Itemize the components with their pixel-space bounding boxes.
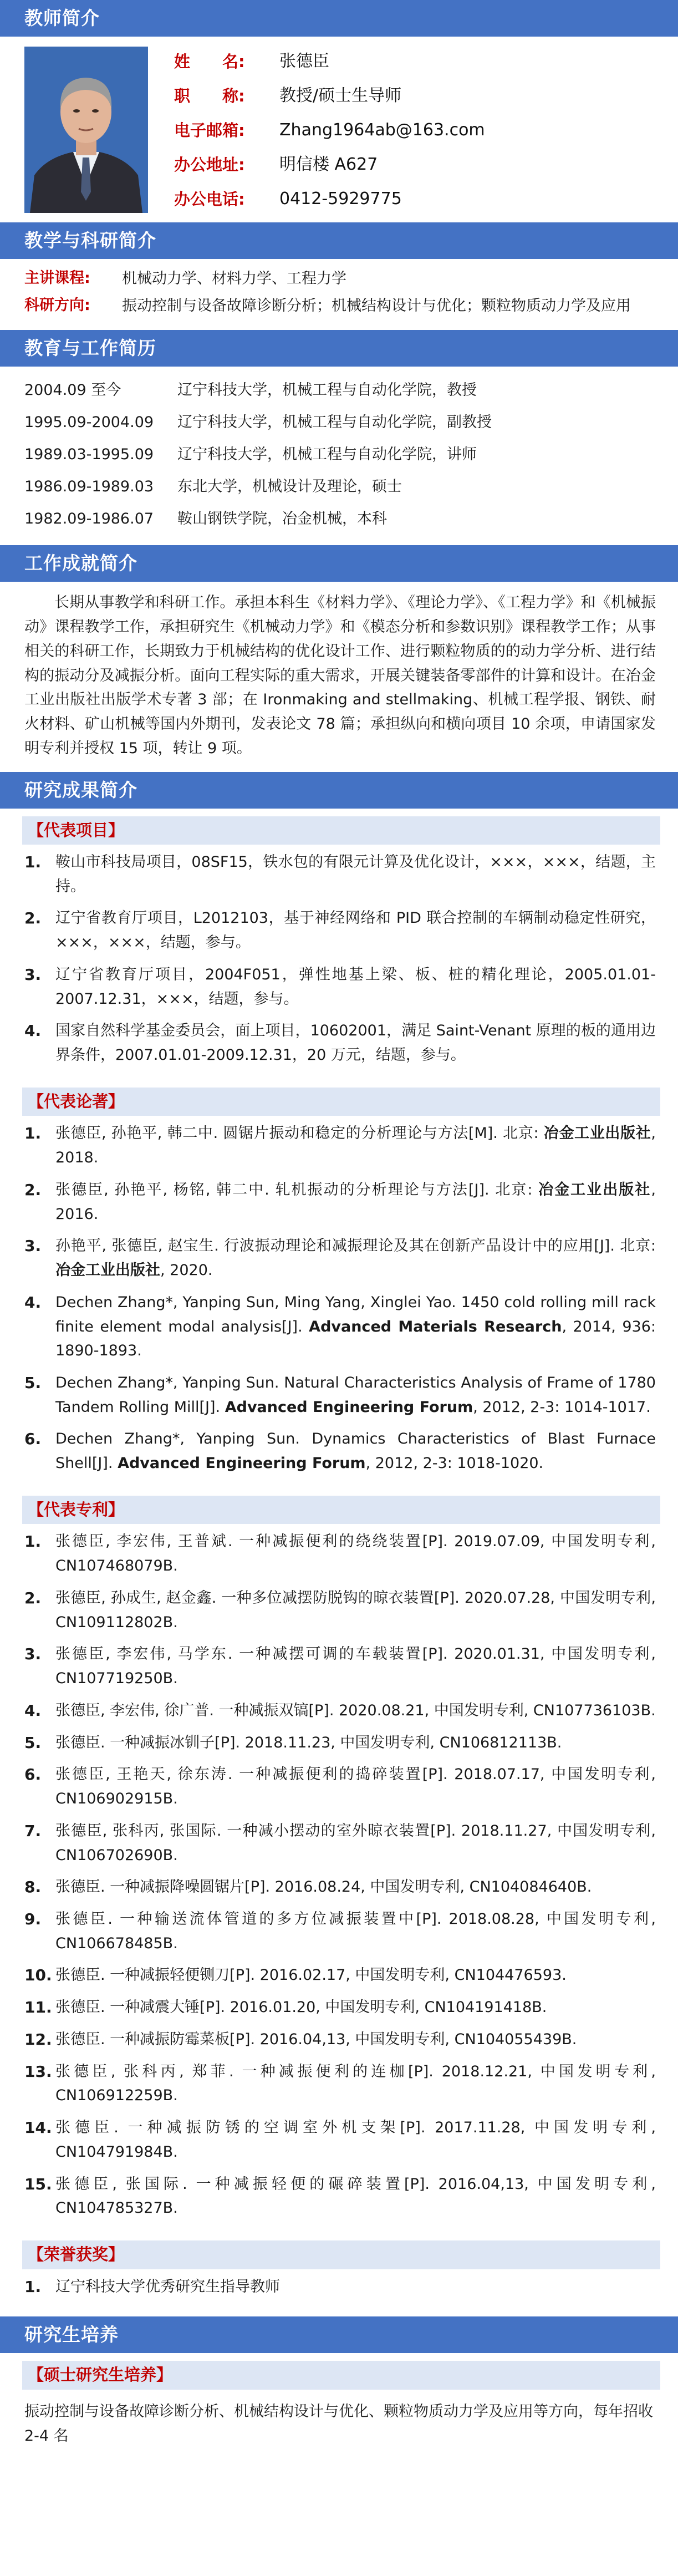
edu-text: 东北大学，机械设计及理论，硕士 [177, 478, 402, 496]
honors-list [0, 2275, 678, 2311]
item-text: 辽宁科技大学优秀研究生指导教师 [55, 2278, 280, 2295]
item-number: 15. [24, 2174, 52, 2193]
title-label: 职 称: [174, 86, 245, 105]
list-item [24, 1427, 656, 1475]
phone-label: 办公电话: [174, 189, 245, 209]
item-text: 张德臣, 孙成生, 赵金鑫. 一种多位减摆防脱钩的晾衣装置[P]. 2020.07.28, 中国发明专利, CN109112802B. [55, 1589, 656, 1631]
section-header-profile: 教师简介 [0, 0, 678, 37]
section-header-teaching: 教学与科研简介 [0, 222, 678, 259]
item-text: 张德臣. 一种减振轻便铡刀[P]. 2016.02.17, 中国发明专利, CN104476593. [55, 1967, 567, 1984]
patents-list [0, 1530, 678, 2233]
edu-date: 1995.09-2004.09 [24, 414, 154, 431]
projects-heading: 【代表项目】 [22, 816, 660, 845]
item-number: 4. [24, 1293, 42, 1312]
projects-list [0, 850, 678, 1080]
edu-row [24, 503, 656, 535]
edu-row [24, 407, 656, 439]
edu-text: 辽宁科技大学，机械工程与自动化学院，教授 [177, 382, 477, 399]
edu-date: 1989.03-1995.09 [24, 446, 154, 464]
edu-text: 辽宁科技大学，机械工程与自动化学院，副教授 [177, 414, 492, 431]
list-item [24, 1642, 656, 1690]
list-item [24, 1019, 656, 1067]
item-number: 1. [24, 1532, 42, 1551]
courses-label: 主讲课程: [24, 270, 90, 287]
item-text: 张德臣. 一种减振降噪圆锯片[P]. 2016.08.24, 中国发明专利, CN104084640B. [55, 1878, 592, 1896]
edu-row [24, 439, 656, 471]
item-number: 11. [24, 1998, 52, 2017]
list-item [24, 2116, 656, 2164]
courses-row [24, 267, 661, 291]
item-number: 2. [24, 1588, 42, 1607]
item-number: 1. [24, 2277, 42, 2296]
item-text: 张德臣. 一种减振防霉菜板[P]. 2016.04,13, 中国发明专利, CN104055439B. [55, 2030, 577, 2048]
item-number: 5. [24, 1374, 42, 1392]
item-text: 张德臣. 一种减振冰钏子[P]. 2018.11.23, 中国发明专利, CN106812113B. [55, 1734, 562, 1751]
citation-tail: , 2020. [160, 1262, 213, 1279]
list-item [24, 1530, 656, 1578]
edu-row [24, 374, 656, 407]
item-number: 4. [24, 1701, 42, 1720]
item-text: 辽宁省教育厅项目，2004F051，弹性地基上梁、板、桩的精化理论，2005.01.01-2007.12.31，×××，结题，参与。 [55, 966, 656, 1008]
work-block [0, 582, 678, 771]
list-item [24, 1762, 656, 1811]
item-number: 6. [24, 1430, 42, 1449]
citation-source: Advanced Engineering Forum [118, 1455, 366, 1472]
list-item [24, 1963, 656, 1988]
works-heading: 【代表论著】 [22, 1088, 660, 1116]
item-text: 张德臣, 王艳天, 徐东涛. 一种减振便利的捣碎装置[P]. 2018.07.17, 中国发明专利, CN106902915B. [55, 1766, 656, 1808]
list-item [24, 1290, 656, 1363]
item-number: 7. [24, 1821, 42, 1840]
list-item [24, 1875, 656, 1899]
citation-text: 张德臣, 孙艳平, 韩二中. 圆锯片振动和稳定的分析理论与方法[M]. 北京: [55, 1125, 544, 1142]
item-text: 张德臣, 张科丙, 张国际. 一种减小摆动的室外晾衣装置[P]. 2018.11.27, 中国发明专利, CN106702690B. [55, 1822, 656, 1864]
item-text [55, 1371, 656, 1419]
section-header-work: 工作成就简介 [0, 545, 678, 582]
item-text: 张德臣. 一种减振防锈的空调室外机支架[P]. 2017.11.28, 中国发明专利, CN104791984B. [55, 2119, 656, 2161]
profile-info [174, 44, 485, 216]
citation-tail: , 2016. [55, 1181, 656, 1223]
edu-date: 1986.09-1989.03 [24, 478, 154, 496]
item-text: 张德臣, 李宏伟, 马学东. 一种减摆可调的车载装置[P]. 2020.01.31, 中国发明专利, CN107719250B. [55, 1645, 656, 1688]
edu-date: 2004.09 至今 [24, 382, 121, 399]
office-label: 办公地址: [174, 155, 245, 174]
item-text: 张德臣, 李宏伟, 徐广普. 一种减振双镐[P]. 2020.08.21, 中国发明专利, CN107736103B. [55, 1701, 656, 1719]
title-value: 教授/硕士生导师 [279, 85, 402, 105]
phone-value: 0412-5929775 [279, 189, 402, 209]
name-row [174, 44, 485, 79]
item-text [55, 1178, 656, 1226]
citation-tail: , 2012, 2-3: 1018-1020. [365, 1455, 544, 1472]
section-header-education: 教育与工作简历 [0, 330, 678, 367]
education-list [0, 367, 678, 545]
item-number: 8. [24, 1878, 42, 1897]
students-text: 振动控制与设备故障诊断分析、机械结构设计与优化、颗粒物质动力学及应用等方向，每年招收 2-4 名 [24, 2402, 653, 2445]
phone-row [174, 182, 485, 216]
research-row [24, 294, 661, 318]
list-item [24, 1371, 656, 1419]
honors-heading: 【荣誉获奖】 [22, 2240, 660, 2269]
list-item [24, 1819, 656, 1867]
teaching-block [0, 259, 678, 330]
citation-source: Advanced Engineering Forum [225, 1398, 473, 1416]
citation-source: 冶金工业出版社 [55, 1262, 160, 1279]
item-text [55, 1290, 656, 1363]
citation-text: 张德臣, 孙艳平, 杨铭, 韩二中. 轧机振动的分析理论与方法[J]. 北京: [55, 1181, 539, 1198]
list-item [24, 1699, 656, 1723]
list-item [24, 2028, 656, 2052]
profile-block [0, 37, 678, 222]
edu-text: 辽宁科技大学，机械工程与自动化学院，讲师 [177, 446, 477, 464]
research-value: 振动控制与设备故障诊断分析；机械结构设计与优化；颗粒物质动力学及应用 [122, 297, 631, 315]
list-item [24, 1995, 656, 2020]
citation-tail: , 2012, 2-3: 1014-1017. [473, 1398, 651, 1416]
patents-heading: 【代表专利】 [22, 1496, 660, 1525]
works-list [0, 1121, 678, 1488]
citation-text: Dechen Zhang*, Yanping Sun. Natural Characteristics Analysis of Frame of 1780 Tandem Rolling Mill[J]. [55, 1374, 656, 1416]
students-subheading: 【硕士研究生培养】 [22, 2361, 660, 2390]
email-row [174, 113, 485, 148]
section-header-research: 研究成果简介 [0, 772, 678, 809]
item-text: 张德臣, 张国际. 一种减振轻便的碾碎装置[P]. 2016.04,13, 中国发明专利, CN104785327B. [55, 2175, 656, 2217]
work-paragraph: 长期从事教学和科研工作。承担本科生《材料力学》、《理论力学》、《工程力学》和《机械振动》课程教学工作，承担研究生《机械动力学》和《模态分析和参数识别》课程教学工作；从事相关的科研工作，长期致力于机械结构的优化设计工作、进行颗粒物质的的动力学分析、进行结构的振动分及减振分析。面向工程实际的重大需求，开展关键装备零部件的计算和设计。在冶金工业出版社出版学术专著 3 部；在 Ironmaking and stellmaking、机械工程学报、钢铁、耐火材料、矿山机械等国内外期刊，发表论文 78 篇；承担纵向和横向项目 10 余项，申请国家发 明专利并授权 15 项，转让 9 项。 [24, 594, 656, 757]
item-number: 3. [24, 1645, 42, 1664]
item-number: 12. [24, 2030, 52, 2049]
email-label: 电子邮箱: [174, 120, 245, 140]
item-text: 张德臣. 一种减震大锤[P]. 2016.01.20, 中国发明专利, CN104191418B. [55, 1999, 547, 2016]
list-item [24, 1234, 656, 1282]
office-value: 明信楼 A627 [279, 154, 378, 174]
section-header-students: 研究生培养 [0, 2316, 678, 2353]
citation-tail: , 2014, 936: 1890-1893. [55, 1318, 656, 1360]
item-number: 13. [24, 2062, 52, 2081]
item-number: 6. [24, 1765, 42, 1784]
citation-text: 孙艳平, 张德臣, 赵宝生. 行波振动理论和减振理论及其在创新产品设计中的应用[J]. 北京: [55, 1237, 656, 1255]
office-row [174, 148, 485, 182]
item-text [55, 1427, 656, 1475]
courses-value: 机械动力学、材料力学、工程力学 [122, 270, 346, 287]
research-label: 科研方向: [24, 297, 90, 314]
item-text: 鞍山市科技局项目，08SF15，铁水包的有限元计算及优化设计，×××，×××，结题，主持。 [55, 853, 656, 895]
citation-tail: , 2018. [55, 1125, 656, 1167]
list-item [24, 2172, 656, 2221]
item-number: 10. [24, 1966, 52, 1985]
title-row [174, 79, 485, 113]
citation-source: 冶金工业出版社 [538, 1181, 651, 1198]
item-number: 1. [24, 1124, 42, 1143]
list-item [24, 1586, 656, 1634]
item-number: 2. [24, 1180, 42, 1199]
edu-date: 1982.09-1986.07 [24, 510, 154, 528]
item-text [55, 1234, 656, 1282]
list-item [24, 2275, 656, 2299]
list-item [24, 1907, 656, 1955]
edu-text: 鞍山钢铁学院，冶金机械，本科 [177, 510, 387, 528]
citation-source: 冶金工业出版社 [543, 1125, 651, 1142]
citation-text: Dechen Zhang*, Yanping Sun. Dynamics Characteristics of Blast Furnace Shell[J]. [55, 1430, 656, 1472]
list-item [24, 1731, 656, 1755]
item-number: 4. [24, 1022, 42, 1040]
profile-photo [24, 47, 148, 213]
item-number: 5. [24, 1733, 42, 1752]
item-text: 张德臣, 李宏伟, 王普斌. 一种减振便利的绕绕装置[P]. 2019.07.09, 中国发明专利, CN107468079B. [55, 1533, 656, 1575]
list-item [24, 1178, 656, 1226]
item-number: 9. [24, 1909, 42, 1928]
list-item [24, 963, 656, 1011]
list-item [24, 850, 656, 898]
edu-row [24, 471, 656, 503]
name-value: 张德臣 [279, 51, 329, 71]
citation-text: Dechen Zhang*, Yanping Sun, Ming Yang, Xinglei Yao. 1450 cold rolling mill rack finite element modal analysis[J]. [55, 1293, 656, 1335]
item-number: 1. [24, 853, 42, 872]
item-number: 3. [24, 1237, 42, 1256]
item-number: 14. [24, 2118, 52, 2137]
name-label: 姓 名: [174, 52, 245, 71]
list-item [24, 1121, 656, 1170]
list-item [24, 2060, 656, 2108]
list-item [24, 906, 656, 954]
item-text: 张德臣, 张科丙, 郑菲. 一种减振便利的连枷[P]. 2018.12.21, 中国发明专利, CN106912259B. [55, 2062, 656, 2105]
item-text [55, 1121, 656, 1170]
citation-source: Advanced Materials Research [309, 1318, 562, 1335]
item-number: 3. [24, 965, 42, 984]
item-text: 张德臣. 一种输送流体管道的多方位减振装置中[P]. 2018.08.28, 中国发明专利, CN106678485B. [55, 1910, 656, 1952]
item-number: 2. [24, 909, 42, 928]
item-text: 辽宁省教育厅项目，L2012103，基于神经网络和 PID 联合控制的车辆制动稳定性研究，×××，×××，结题，参与。 [55, 910, 656, 952]
item-text: 国家自然科学基金委员会，面上项目，10602001，满足 Saint-Venant 原理的板的通用边界条件，2007.01.01-2009.12.31，20 万元，结题，参与。 [55, 1022, 656, 1064]
email-value[interactable]: Zhang1964ab@163.com [279, 120, 485, 140]
